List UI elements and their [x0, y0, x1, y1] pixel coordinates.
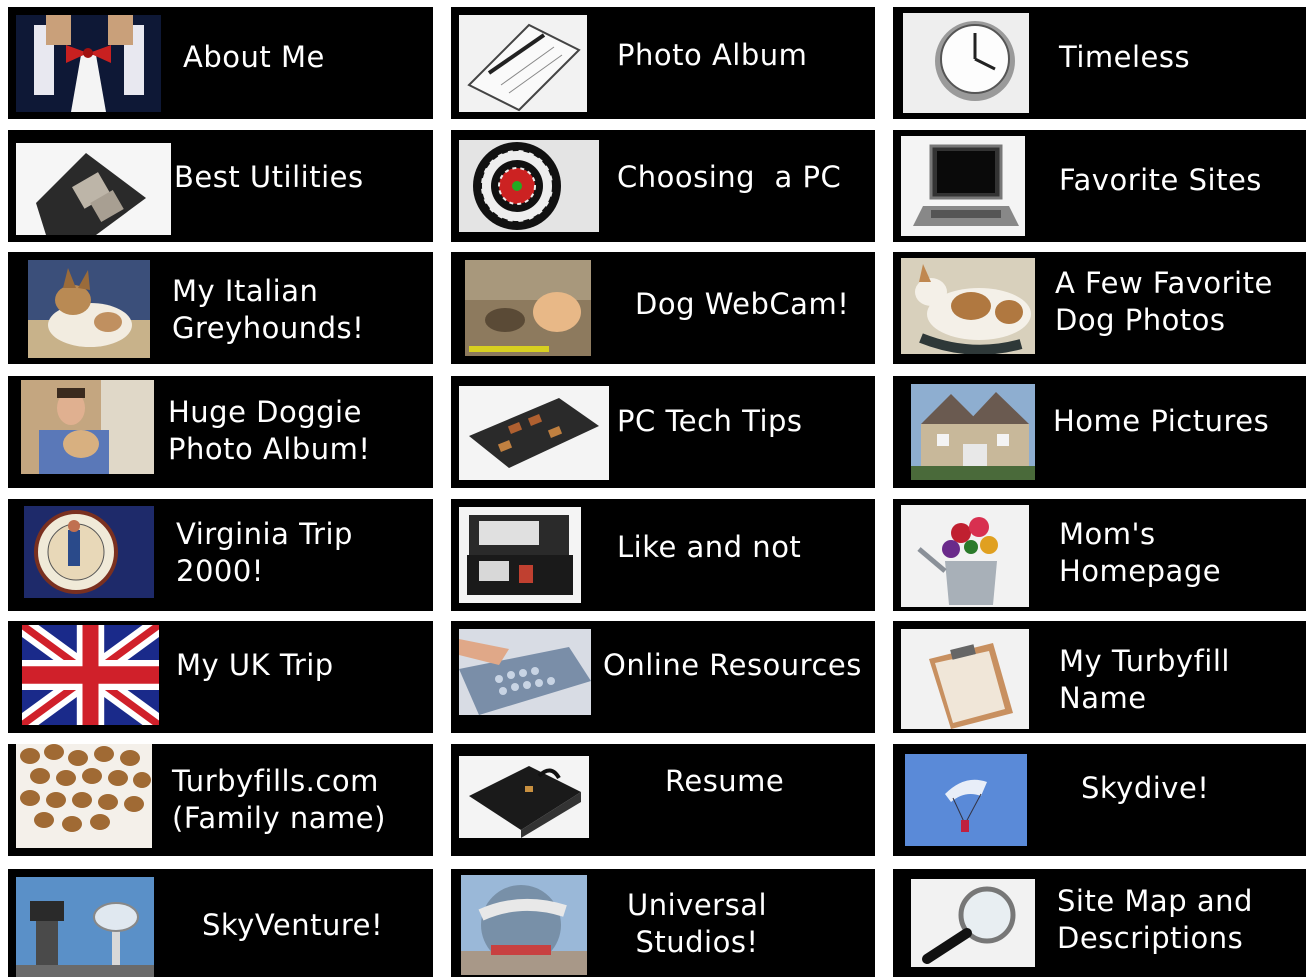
tile-label: SkyVenture! [202, 908, 384, 942]
nav-tile-skyventure[interactable] [8, 869, 433, 977]
tile-label: Huge Doggie Photo Album! [168, 395, 371, 466]
tile-label: Dog WebCam! [635, 287, 850, 321]
nav-tile-dog-webcam[interactable] [451, 252, 875, 364]
tile-label: Choosing a PC [617, 160, 842, 194]
virginia-seal-icon [24, 506, 154, 598]
nav-tile-virginia-trip[interactable] [8, 499, 433, 611]
nav-tile-turbyfills-com[interactable] [8, 744, 433, 856]
nav-tile-huge-doggie-photo-album[interactable] [8, 376, 433, 488]
nav-tile-about-me[interactable] [8, 7, 433, 119]
greyhound-dog-icon [28, 260, 150, 358]
briefcase-icon [459, 756, 589, 838]
tile-label: Skydive! [1081, 771, 1210, 805]
nav-tile-timeless[interactable] [893, 7, 1306, 119]
tile-label: Best Utilities [174, 160, 364, 194]
nav-tile-photo-album[interactable] [451, 7, 875, 119]
nav-tile-skydive[interactable] [893, 744, 1306, 856]
photo-album-binder-icon [459, 15, 587, 112]
clock-icon [903, 13, 1029, 113]
tuxedo-bowtie-icon [16, 15, 161, 112]
tile-label: Universal Studios! [627, 888, 768, 959]
tile-label: Virginia Trip 2000! [176, 517, 353, 588]
tile-label: Resume [665, 764, 785, 798]
tile-label: About Me [183, 40, 325, 74]
parachute-sky-icon [905, 754, 1027, 846]
universal-globe-icon [461, 875, 587, 975]
pet-food-kibble-icon [16, 744, 152, 848]
tile-label: A Few Favorite Dog Photos [1055, 266, 1273, 337]
nav-tile-best-utilities[interactable] [8, 130, 433, 242]
nav-tile-pc-tech-tips[interactable] [451, 376, 875, 488]
nav-tile-universal-studios[interactable] [451, 869, 875, 977]
tile-label: Favorite Sites [1059, 163, 1262, 197]
clipboard-icon [901, 629, 1029, 729]
nav-tile-choosing-a-pc[interactable] [451, 130, 875, 242]
tile-label: Photo Album [617, 38, 808, 72]
nav-tile-turbyfill-name[interactable] [893, 621, 1306, 733]
man-with-dog-icon [21, 380, 154, 474]
floppy-disks-icon [16, 143, 171, 235]
keyboard-hand-icon [459, 629, 591, 715]
skyventure-tower-icon [16, 877, 154, 977]
dog-webcam-icon [465, 260, 591, 356]
union-jack-flag-icon [22, 625, 159, 725]
nav-tile-moms-homepage[interactable] [893, 499, 1306, 611]
circuit-board-icon [459, 386, 609, 480]
tile-label: My Turbyfill Name [1059, 644, 1230, 715]
nav-tile-resume[interactable] [451, 744, 875, 856]
tile-label: Home Pictures [1053, 404, 1270, 438]
tile-label: Online Resources [603, 648, 862, 682]
open-briefcase-icon [459, 507, 581, 603]
dartboard-icon [459, 140, 599, 232]
nav-tile-like-and-not[interactable] [451, 499, 875, 611]
nav-tile-italian-greyhounds[interactable] [8, 252, 433, 364]
nav-tile-uk-trip[interactable] [8, 621, 433, 733]
tile-label: Mom's Homepage [1059, 517, 1222, 588]
nav-tile-favorite-sites[interactable] [893, 130, 1306, 242]
tile-label: My UK Trip [176, 648, 334, 682]
nav-tile-site-map[interactable] [893, 869, 1306, 977]
nav-tile-favorite-dog-photos[interactable] [893, 252, 1306, 364]
tile-label: PC Tech Tips [617, 404, 803, 438]
tile-label: Timeless [1059, 40, 1191, 74]
magnifying-glass-icon [911, 879, 1035, 967]
flowers-watering-can-icon [901, 505, 1029, 607]
tile-label: Turbyfills.com (Family name) [172, 764, 386, 835]
tile-label: Site Map and Descriptions [1057, 884, 1253, 955]
house-icon [911, 384, 1035, 480]
laptop-icon [901, 136, 1025, 236]
dog-icon [901, 258, 1035, 354]
nav-tile-online-resources[interactable] [451, 621, 875, 733]
tile-label: Like and not [617, 530, 802, 564]
tile-label: My Italian Greyhounds! [172, 274, 365, 345]
nav-tile-home-pictures[interactable] [893, 376, 1306, 488]
